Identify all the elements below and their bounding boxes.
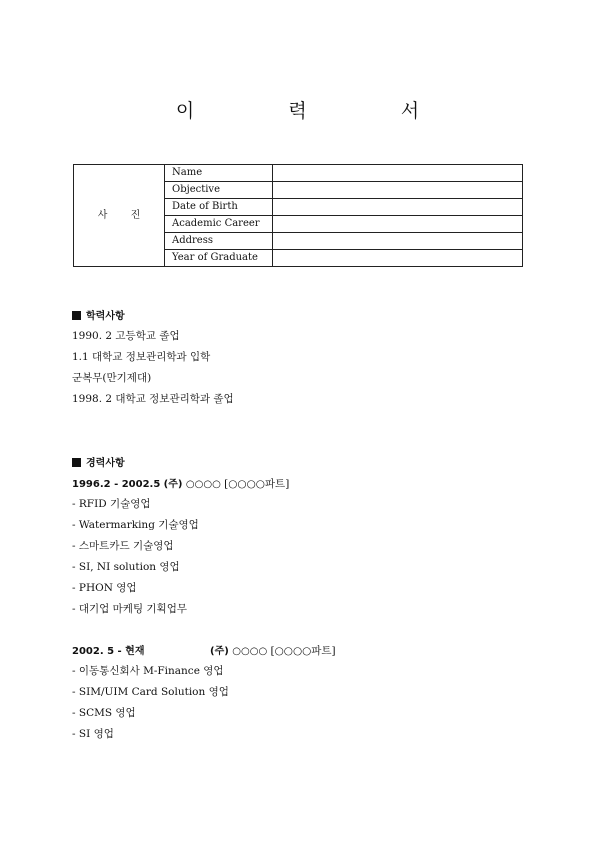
job-department: [○○○○파트]	[270, 645, 336, 657]
education-item: 1998. 2 대학교 정보관리학과 졸업	[72, 393, 234, 405]
field-label-date-of-birth: Date of Birth	[165, 199, 273, 216]
square-bullet-icon	[72, 311, 81, 320]
field-value-objective	[273, 182, 523, 199]
job-company: (주) ○○○○	[163, 479, 221, 490]
job-period: 1996.2 - 2002.5	[72, 479, 161, 490]
field-value-academic-career	[273, 216, 523, 233]
field-label-name: Name	[165, 165, 273, 182]
job-duty: - 이동통신회사 M-Finance 영업	[72, 665, 224, 677]
education-heading	[72, 307, 125, 322]
job-header	[72, 475, 289, 491]
job-company: (주) ○○○○	[210, 646, 268, 657]
square-bullet-icon	[72, 458, 81, 467]
education-heading-text: 학력사항	[86, 311, 125, 322]
field-label-academic-career: Academic Career	[165, 216, 273, 233]
job-header	[72, 642, 336, 658]
career-heading-text: 경력사항	[86, 458, 125, 469]
job-department: [○○○○파트]	[224, 478, 290, 490]
job-duty: - 스마트카드 기술영업	[72, 540, 174, 552]
field-label-objective: Objective	[165, 182, 273, 199]
job-duty: - SIM/UIM Card Solution 영업	[72, 686, 229, 698]
job-duty: - PHON 영업	[72, 582, 137, 594]
job-duty: - Watermarking 기술영업	[72, 519, 199, 531]
field-label-year-of-graduate: Year of Graduate	[165, 250, 273, 267]
job-period: 2002. 5 - 현재	[72, 646, 145, 657]
document-title: 이 력 서	[175, 100, 464, 122]
field-label-address: Address	[165, 233, 273, 250]
photo-placeholder: 사 진	[74, 165, 165, 267]
profile-table	[73, 164, 523, 267]
field-value-address	[273, 233, 523, 250]
job-duty: - SI 영업	[72, 728, 114, 740]
job-duty: - 대기업 마케팅 기획업무	[72, 603, 187, 615]
education-item: 1990. 2 고등학교 졸업	[72, 330, 180, 342]
education-item: 군복무(만기제대)	[72, 372, 152, 384]
field-value-date-of-birth	[273, 199, 523, 216]
career-heading	[72, 454, 125, 469]
job-duty: - SCMS 영업	[72, 707, 136, 719]
education-item: 1.1 대학교 정보관리학과 입학	[72, 351, 211, 363]
field-value-name	[273, 165, 523, 182]
job-duty: - RFID 기술영업	[72, 498, 151, 510]
field-value-year-of-graduate	[273, 250, 523, 267]
job-duty: - SI, NI solution 영업	[72, 561, 180, 573]
